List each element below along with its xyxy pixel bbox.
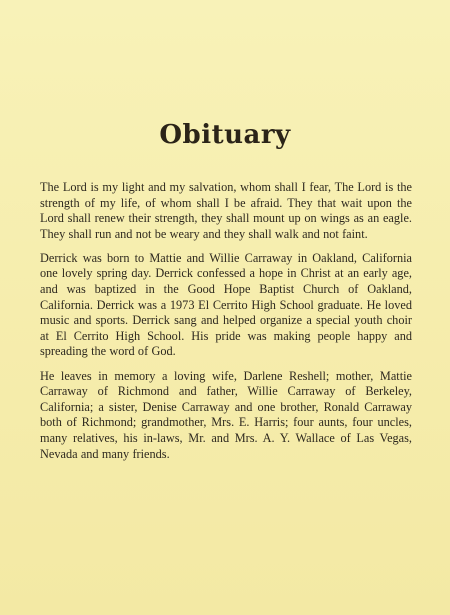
paragraph-survivors: He leaves in memory a loving wife, Darlene Reshell; mother, Mattie Carraway of Richmond and father, Willie Carraway of Berkeley, California; a sister, Denise Carraway and one brother, Ronald Carraway both of Richmond; grandmother, Mrs. E. Harris; four aunts, four uncles, many relatives, his in-laws, Mr. and Mrs. A. Y. Wallace of Las Vegas, Nevada and many friends.	[40, 368, 412, 461]
page-title: Obituary	[159, 120, 291, 150]
obituary-body	[40, 180, 412, 471]
paragraph-biography: Derrick was born to Mattie and Willie Carraway in Oakland, California one lovely spring day. Derrick confessed a hope in Christ at an early age, and was baptized in the Good Hope Baptist Church of Oakland, California. Derrick was a 1973 El Cerrito High School graduate. He loved music and sports. Derrick sang and helped organize a special youth choir at El Cerrito High School. His pride was making people happy and spreading the word of God.	[40, 250, 412, 359]
paragraph-scripture: The Lord is my light and my salvation, whom shall I fear, The Lord is the strength of my life, of whom shall I be afraid. They that wait upon the Lord shall renew their strength, they shall mount up on wings as an eagle. They shall run and not be weary and they shall walk and not faint.	[40, 180, 412, 241]
